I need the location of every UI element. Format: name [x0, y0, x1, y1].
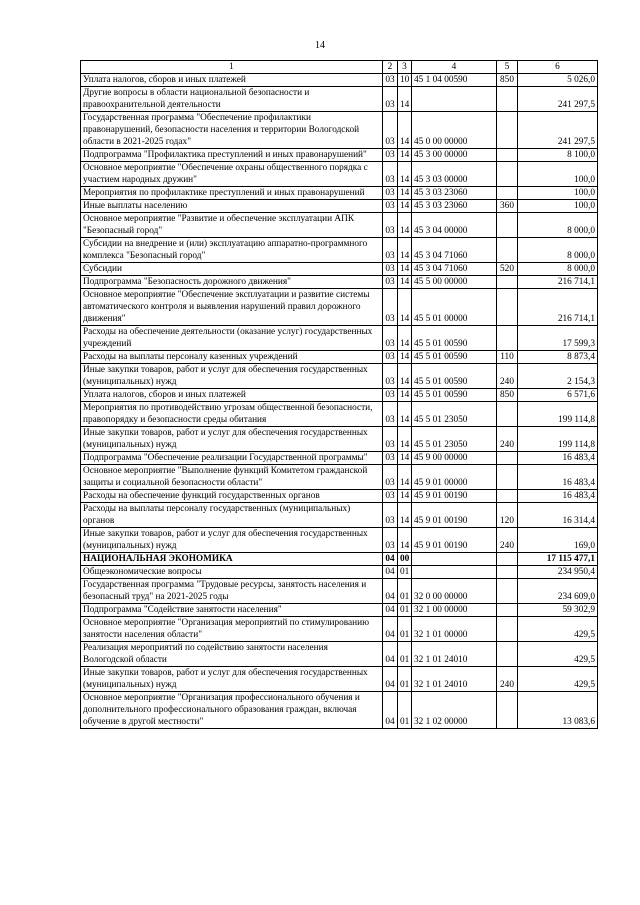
row-target-article-cell: 45 3 04 71060 — [412, 238, 497, 263]
row-amount-cell: 8 100,0 — [518, 149, 598, 162]
row-amount-cell: 100,0 — [518, 187, 598, 200]
row-name-cell: Государственная программа "Трудовые ресурсы, занятость населения и безопасный труд" на 2021-2025 годы — [81, 579, 383, 604]
row-expense-type-cell — [497, 213, 518, 238]
row-subsection-cell: 01 — [398, 579, 412, 604]
row-section-cell: 03 — [383, 289, 398, 326]
row-amount-cell: 16 314,4 — [518, 503, 598, 528]
row-subsection-cell: 01 — [398, 566, 412, 579]
row-section-cell: 03 — [383, 213, 398, 238]
table-row — [81, 200, 598, 213]
table-row — [81, 326, 598, 351]
row-expense-type-cell — [497, 465, 518, 490]
row-subsection-cell: 14 — [398, 364, 412, 389]
row-subsection-cell: 14 — [398, 389, 412, 402]
row-name-cell: Расходы на выплаты персоналу казенных учреждений — [81, 351, 383, 364]
row-name-cell: Иные закупки товаров, работ и услуг для обеспечения государственных (муниципальных) нужд — [81, 364, 383, 389]
row-target-article-cell: 32 1 02 00000 — [412, 692, 497, 729]
row-section-cell: 03 — [383, 351, 398, 364]
row-expense-type-cell — [497, 276, 518, 289]
row-expense-type-cell: 850 — [497, 389, 518, 402]
row-expense-type-cell: 110 — [497, 351, 518, 364]
row-expense-type-cell — [497, 617, 518, 642]
table-row — [81, 642, 598, 667]
row-name-cell: Другие вопросы в области национальной безопасности и правоохранительной деятельности — [81, 87, 383, 112]
row-name-cell: Основное мероприятие "Организация мероприятий по стимулированию занятости населения области" — [81, 617, 383, 642]
row-section-cell: 03 — [383, 326, 398, 351]
row-name-cell: Субсидии на внедрение и (или) эксплуатацию аппаратно-программного комплекса "Безопасный город" — [81, 238, 383, 263]
row-target-article-cell — [412, 87, 497, 112]
row-name-cell: Субсидии — [81, 263, 383, 276]
row-expense-type-cell — [497, 579, 518, 604]
table-row — [81, 452, 598, 465]
row-name-cell: Иные выплаты населению — [81, 200, 383, 213]
row-amount-cell: 216 714,1 — [518, 276, 598, 289]
row-section-cell: 04 — [383, 579, 398, 604]
table-row — [81, 213, 598, 238]
table-row — [81, 427, 598, 452]
row-section-cell: 04 — [383, 642, 398, 667]
row-name-cell: Уплата налогов, сборов и иных платежей — [81, 389, 383, 402]
row-name-cell: Расходы на обеспечение деятельности (оказание услуг) государственных учреждений — [81, 326, 383, 351]
row-subsection-cell: 14 — [398, 490, 412, 503]
table-row — [81, 604, 598, 617]
row-name-cell: Мероприятия по противодействию угрозам общественной безопасности, правопорядку и безопасности среды обитания — [81, 402, 383, 427]
row-name-cell: Иные закупки товаров, работ и услуг для обеспечения государственных (муниципальных) нужд — [81, 427, 383, 452]
table-row — [81, 503, 598, 528]
row-section-cell: 03 — [383, 503, 398, 528]
row-subsection-cell: 14 — [398, 213, 412, 238]
row-subsection-cell: 14 — [398, 351, 412, 364]
table-row — [81, 187, 598, 200]
row-name-cell: Государственная программа "Обеспечение профилактики правонарушений, безопасности населения и территории Вологодской области в 2021-2025 годах" — [81, 112, 383, 149]
row-target-article-cell: 45 9 01 00190 — [412, 528, 497, 553]
row-subsection-cell: 14 — [398, 402, 412, 427]
column-header-1: 1 — [81, 61, 383, 74]
row-target-article-cell: 45 5 01 23050 — [412, 402, 497, 427]
row-amount-cell: 429,5 — [518, 617, 598, 642]
row-expense-type-cell — [497, 642, 518, 667]
row-target-article-cell: 32 1 01 24010 — [412, 642, 497, 667]
row-subsection-cell: 14 — [398, 326, 412, 351]
row-amount-cell: 8 873,4 — [518, 351, 598, 364]
row-name-cell: Подпрограмма "Безопасность дорожного движения" — [81, 276, 383, 289]
row-expense-type-cell — [497, 402, 518, 427]
table-row — [81, 149, 598, 162]
column-header-2: 2 — [383, 61, 398, 74]
row-name-cell: Расходы на выплаты персоналу государственных (муниципальных) органов — [81, 503, 383, 528]
column-header-4: 4 — [412, 61, 497, 74]
row-target-article-cell: 32 1 01 24010 — [412, 667, 497, 692]
row-expense-type-cell: 240 — [497, 667, 518, 692]
row-amount-cell: 241 297,5 — [518, 87, 598, 112]
table-row — [81, 112, 598, 149]
row-subsection-cell: 01 — [398, 667, 412, 692]
row-name-cell: Подпрограмма "Профилактика преступлений и иных правонарушений" — [81, 149, 383, 162]
row-amount-cell: 234 609,0 — [518, 579, 598, 604]
row-expense-type-cell — [497, 187, 518, 200]
table-row — [81, 402, 598, 427]
row-target-article-cell: 32 1 00 00000 — [412, 604, 497, 617]
table-row — [81, 617, 598, 642]
row-amount-cell: 13 083,6 — [518, 692, 598, 729]
row-section-cell: 04 — [383, 617, 398, 642]
row-amount-cell: 199 114,8 — [518, 402, 598, 427]
row-section-cell: 03 — [383, 87, 398, 112]
row-expense-type-cell — [497, 238, 518, 263]
table-row — [81, 490, 598, 503]
row-amount-cell: 8 000,0 — [518, 263, 598, 276]
row-amount-cell: 8 000,0 — [518, 213, 598, 238]
row-amount-cell: 429,5 — [518, 667, 598, 692]
row-name-cell: Основное мероприятие "Обеспечение охраны общественного порядка с участием народных дружин" — [81, 162, 383, 187]
row-section-cell: 04 — [383, 566, 398, 579]
row-subsection-cell: 14 — [398, 528, 412, 553]
row-expense-type-cell — [497, 289, 518, 326]
row-amount-cell: 429,5 — [518, 642, 598, 667]
row-subsection-cell: 14 — [398, 238, 412, 263]
row-section-cell: 03 — [383, 490, 398, 503]
row-target-article-cell: 45 3 04 71060 — [412, 263, 497, 276]
table-row — [81, 87, 598, 112]
table-row — [81, 553, 598, 566]
row-subsection-cell: 14 — [398, 200, 412, 213]
row-expense-type-cell — [497, 553, 518, 566]
row-name-cell: Подпрограмма "Обеспечение реализации Государственной программы" — [81, 452, 383, 465]
budget-table — [80, 60, 598, 729]
row-name-cell: Иные закупки товаров, работ и услуг для обеспечения государственных (муниципальных) нужд — [81, 667, 383, 692]
row-amount-cell: 6 571,6 — [518, 389, 598, 402]
row-name-cell: Основное мероприятие "Организация профессионального обучения и дополнительного профессионального образования граждан, включая обучение в другой местности" — [81, 692, 383, 729]
row-amount-cell: 100,0 — [518, 162, 598, 187]
table-row — [81, 238, 598, 263]
row-target-article-cell: 45 1 04 00590 — [412, 74, 497, 87]
table-row — [81, 74, 598, 87]
row-amount-cell: 17 599,3 — [518, 326, 598, 351]
row-section-cell: 03 — [383, 528, 398, 553]
row-expense-type-cell: 240 — [497, 427, 518, 452]
row-section-cell: 04 — [383, 692, 398, 729]
row-section-cell: 03 — [383, 162, 398, 187]
row-section-cell: 03 — [383, 200, 398, 213]
row-section-cell: 04 — [383, 604, 398, 617]
row-expense-type-cell — [497, 112, 518, 149]
row-expense-type-cell: 240 — [497, 364, 518, 389]
row-subsection-cell: 14 — [398, 427, 412, 452]
row-amount-cell: 16 483,4 — [518, 452, 598, 465]
row-target-article-cell: 45 0 00 00000 — [412, 112, 497, 149]
table-row — [81, 579, 598, 604]
row-subsection-cell: 14 — [398, 187, 412, 200]
row-target-article-cell: 32 1 01 00000 — [412, 617, 497, 642]
table-row — [81, 289, 598, 326]
table-row — [81, 276, 598, 289]
page-number: 14 — [315, 40, 325, 51]
column-header-5: 5 — [497, 61, 518, 74]
row-section-cell: 03 — [383, 402, 398, 427]
row-expense-type-cell — [497, 326, 518, 351]
row-target-article-cell: 45 9 01 00190 — [412, 503, 497, 528]
row-section-cell: 03 — [383, 465, 398, 490]
row-name-cell: Основное мероприятие "Выполнение функций Комитетом гражданской защиты и социальной безопасности области" — [81, 465, 383, 490]
row-subsection-cell: 14 — [398, 289, 412, 326]
row-target-article-cell: 45 3 00 00000 — [412, 149, 497, 162]
row-amount-cell: 199 114,8 — [518, 427, 598, 452]
row-amount-cell: 169,0 — [518, 528, 598, 553]
row-target-article-cell: 45 9 00 00000 — [412, 452, 497, 465]
row-amount-cell: 59 302,9 — [518, 604, 598, 617]
table-row — [81, 566, 598, 579]
table-row — [81, 528, 598, 553]
row-expense-type-cell: 360 — [497, 200, 518, 213]
row-subsection-cell: 14 — [398, 263, 412, 276]
row-expense-type-cell — [497, 162, 518, 187]
table-header — [81, 61, 598, 74]
row-section-cell: 03 — [383, 427, 398, 452]
row-target-article-cell: 45 5 01 00000 — [412, 289, 497, 326]
row-subsection-cell: 01 — [398, 692, 412, 729]
table-row — [81, 351, 598, 364]
row-target-article-cell: 45 5 01 00590 — [412, 389, 497, 402]
row-section-cell: 03 — [383, 263, 398, 276]
row-expense-type-cell — [497, 604, 518, 617]
table-row — [81, 389, 598, 402]
row-name-cell: Подпрограмма "Содействие занятости населения" — [81, 604, 383, 617]
row-amount-cell: 100,0 — [518, 200, 598, 213]
row-subsection-cell: 14 — [398, 276, 412, 289]
row-subsection-cell: 01 — [398, 642, 412, 667]
row-section-cell: 04 — [383, 667, 398, 692]
row-name-cell: Расходы на обеспечение функций государственных органов — [81, 490, 383, 503]
row-subsection-cell: 14 — [398, 112, 412, 149]
row-subsection-cell: 14 — [398, 465, 412, 490]
row-amount-cell: 216 714,1 — [518, 289, 598, 326]
row-name-cell: Основное мероприятие "Развитие и обеспечение эксплуатации АПК "Безопасный город" — [81, 213, 383, 238]
row-subsection-cell: 14 — [398, 87, 412, 112]
row-expense-type-cell — [497, 566, 518, 579]
row-expense-type-cell — [497, 692, 518, 729]
column-header-6: 6 — [518, 61, 598, 74]
row-amount-cell: 241 297,5 — [518, 112, 598, 149]
row-section-cell: 03 — [383, 74, 398, 87]
row-amount-cell: 17 115 477,1 — [518, 553, 598, 566]
row-subsection-cell: 01 — [398, 604, 412, 617]
row-amount-cell: 16 483,4 — [518, 465, 598, 490]
row-target-article-cell: 45 5 01 00590 — [412, 326, 497, 351]
row-target-article-cell — [412, 553, 497, 566]
row-name-cell: Общеэкономические вопросы — [81, 566, 383, 579]
row-expense-type-cell: 850 — [497, 74, 518, 87]
row-amount-cell: 8 000,0 — [518, 238, 598, 263]
row-section-cell: 03 — [383, 187, 398, 200]
row-expense-type-cell: 120 — [497, 503, 518, 528]
row-target-article-cell: 45 5 00 00000 — [412, 276, 497, 289]
row-subsection-cell: 10 — [398, 74, 412, 87]
row-expense-type-cell — [497, 452, 518, 465]
row-subsection-cell: 14 — [398, 149, 412, 162]
row-section-cell: 03 — [383, 238, 398, 263]
table-row — [81, 465, 598, 490]
row-subsection-cell: 14 — [398, 452, 412, 465]
row-name-cell: НАЦИОНАЛЬНАЯ ЭКОНОМИКА — [81, 553, 383, 566]
row-target-article-cell: 45 9 01 00000 — [412, 465, 497, 490]
row-name-cell: Иные закупки товаров, работ и услуг для обеспечения государственных (муниципальных) нужд — [81, 528, 383, 553]
row-target-article-cell: 45 3 03 23060 — [412, 200, 497, 213]
row-amount-cell: 234 950,4 — [518, 566, 598, 579]
row-target-article-cell: 32 0 00 00000 — [412, 579, 497, 604]
row-subsection-cell: 14 — [398, 162, 412, 187]
row-section-cell: 03 — [383, 364, 398, 389]
row-subsection-cell: 00 — [398, 553, 412, 566]
row-section-cell: 03 — [383, 452, 398, 465]
row-section-cell: 04 — [383, 553, 398, 566]
row-subsection-cell: 14 — [398, 503, 412, 528]
row-expense-type-cell: 520 — [497, 263, 518, 276]
row-expense-type-cell — [497, 149, 518, 162]
table-body — [81, 74, 598, 729]
row-target-article-cell: 45 5 01 00590 — [412, 364, 497, 389]
table-row — [81, 667, 598, 692]
row-name-cell: Реализация мероприятий по содействию занятости населения Вологодской области — [81, 642, 383, 667]
row-section-cell: 03 — [383, 389, 398, 402]
row-amount-cell: 2 154,3 — [518, 364, 598, 389]
row-target-article-cell: 45 3 04 00000 — [412, 213, 497, 238]
column-header-3: 3 — [398, 61, 412, 74]
table-row — [81, 364, 598, 389]
row-target-article-cell — [412, 566, 497, 579]
row-amount-cell: 5 026,0 — [518, 74, 598, 87]
row-expense-type-cell — [497, 87, 518, 112]
row-name-cell: Уплата налогов, сборов и иных платежей — [81, 74, 383, 87]
row-target-article-cell: 45 5 01 00590 — [412, 351, 497, 364]
row-target-article-cell: 45 3 03 00000 — [412, 162, 497, 187]
row-name-cell: Мероприятия по профилактике преступлений и иных правонарушений — [81, 187, 383, 200]
table-row — [81, 162, 598, 187]
row-target-article-cell: 45 9 01 00190 — [412, 490, 497, 503]
row-name-cell: Основное мероприятие "Обеспечение эксплуатации и развитие системы автоматического контроля и выявления нарушений правил дорожного движения" — [81, 289, 383, 326]
table-row — [81, 692, 598, 729]
row-section-cell: 03 — [383, 149, 398, 162]
row-target-article-cell: 45 3 03 23060 — [412, 187, 497, 200]
table-row — [81, 263, 598, 276]
row-expense-type-cell: 240 — [497, 528, 518, 553]
row-target-article-cell: 45 5 01 23050 — [412, 427, 497, 452]
row-section-cell: 03 — [383, 276, 398, 289]
row-expense-type-cell — [497, 490, 518, 503]
row-subsection-cell: 01 — [398, 617, 412, 642]
row-amount-cell: 16 483,4 — [518, 490, 598, 503]
row-section-cell: 03 — [383, 112, 398, 149]
